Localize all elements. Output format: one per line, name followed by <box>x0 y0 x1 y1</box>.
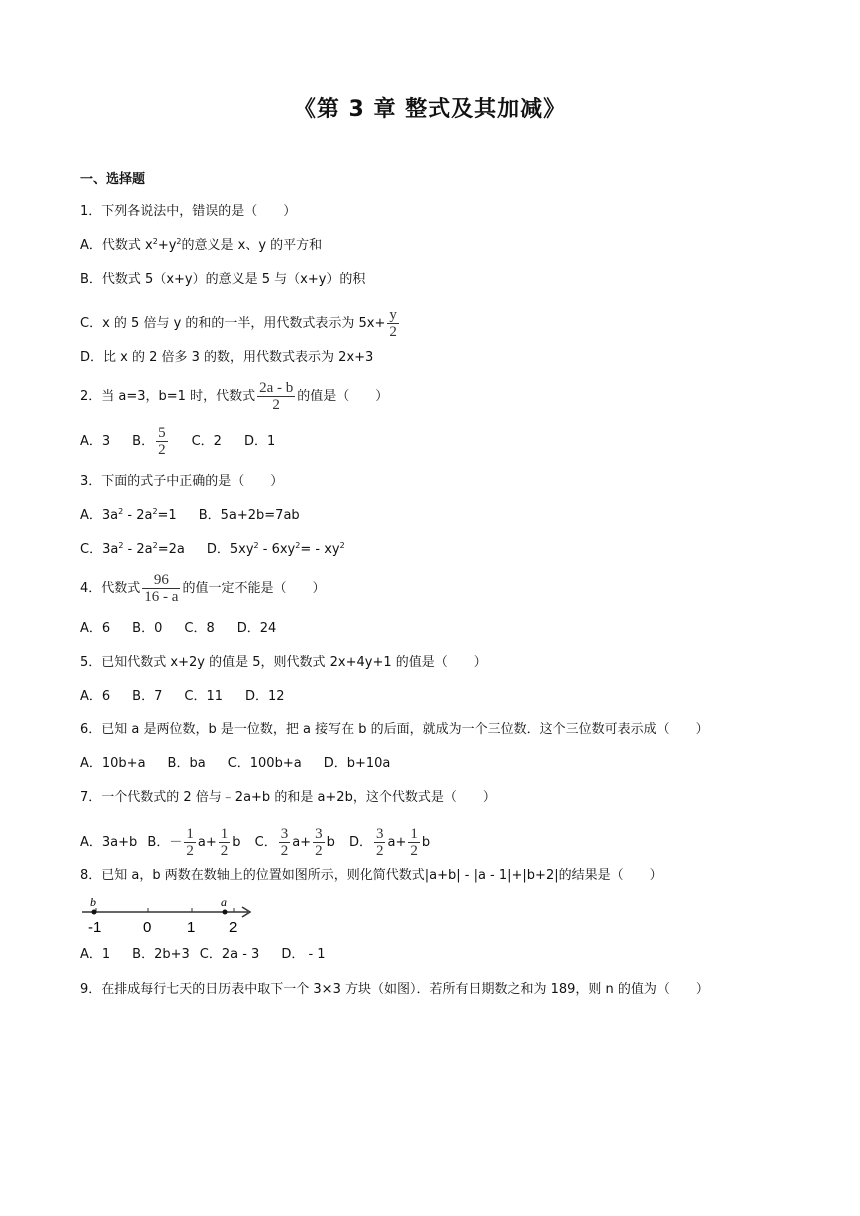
question-5-stem: 5．已知代数式 x+2y 的值是 5，则代数式 2x+4y+1 的值是（ ） <box>80 655 487 670</box>
question-5-options: A．6 B．7 C．11 D．12 <box>80 689 285 704</box>
question-1-stem: 1．下列各说法中，错误的是（ ） <box>80 204 297 219</box>
section-heading: 一、选择题 <box>80 172 146 187</box>
question-1-option-a: A．代数式 $x^2+y^2$的意义是 x、y 的平方和 <box>80 237 323 253</box>
label-a: a <box>221 896 227 909</box>
fraction-5-over-2: $\frac{5}{2}$ <box>158 425 166 458</box>
question-7-options: A．3a+b B．－ $\frac{1}{2}$ a+ $\frac{1}{2}$ b C． $\frac{3}{2}$ a+ $\frac{3}{2}$ b D． $\frac{3}{2}$ a+ $\frac{1}{2}$ b <box>80 826 431 859</box>
question-4-options: A．6 B．0 C．8 D．24 <box>80 621 277 636</box>
question-3-options-cd: C．$3a^2 - 2a^2=2a$ D．$5xy^2 - 6xy^2= - xy^2$ <box>80 541 345 557</box>
question-8-options: A．1 B．2b+3 C．2a - 3 D． - 1 <box>80 947 326 962</box>
question-6-options: A．10b+a B．ba C．100b+a D．b+10a <box>80 756 391 771</box>
question-9-stem: 9．在排成每行七天的日历表中取下一个 3×3 方块（如图）．若所有日期数之和为 189，则 n 的值为（ ） <box>80 982 709 997</box>
fraction-2a-minus-b-over-2: $\frac{2a - b}{2}$ <box>259 380 294 413</box>
tick-label: 0 <box>143 919 152 936</box>
question-1-option-c: C．x 的 5 倍与 y 的和的一半，用代数式表示为 5x+ $\frac{y}{2}$ <box>80 307 397 340</box>
question-7-stem: 7．一个代数式的 2 倍与﹣2a+b 的和是 a+2b，这个代数式是（ ） <box>80 790 496 805</box>
question-2-options: A．3 B． $\frac{5}{2}$ C．2 D．1 <box>80 425 276 458</box>
tick-label: 2 <box>229 919 238 936</box>
question-3-stem: 3．下面的式子中正确的是（ ） <box>80 474 284 489</box>
fraction-y-over-2: $\frac{y}{2}$ <box>389 307 397 340</box>
document-title: 《第 3 章 整式及其加减》 <box>293 97 567 122</box>
question-8-stem: 8．已知 a，b 两数在数轴上的位置如图所示，则化简代数式|a+b| - |a - 1|+|b+2|的结果是（ ） <box>80 868 663 883</box>
question-3-options-ab: A．$3a^2 - 2a^2=1$ B．5a+2b=7ab <box>80 507 300 523</box>
tick-label: -1 <box>88 919 102 936</box>
tick-label: 1 <box>187 919 196 936</box>
question-2-stem: 2．当 a=3，b=1 时，代数式 $\frac{2a - b}{2}$ 的值是（ ） <box>80 380 389 413</box>
point-b <box>92 910 97 915</box>
question-6-stem: 6．已知 a 是两位数，b 是一位数，把 a 接写在 b 的后面，就成为一个三位数．这个三位数可表示成（ ） <box>80 722 709 737</box>
number-line-figure <box>80 896 260 938</box>
question-4-stem: 4．代数式 $\frac{96}{16 - a}$ 的值一定不能是（ ） <box>80 572 326 605</box>
point-a <box>223 910 228 915</box>
fraction-96-over-16-minus-a: $\frac{96}{16 - a}$ <box>144 572 179 605</box>
question-1-option-d: D．比 x 的 2 倍多 3 的数，用代数式表示为 2x+3 <box>80 350 374 365</box>
question-1-option-b: B．代数式 5（x+y）的意义是 5 与（x+y）的积 <box>80 272 366 287</box>
label-b: b <box>90 896 96 909</box>
